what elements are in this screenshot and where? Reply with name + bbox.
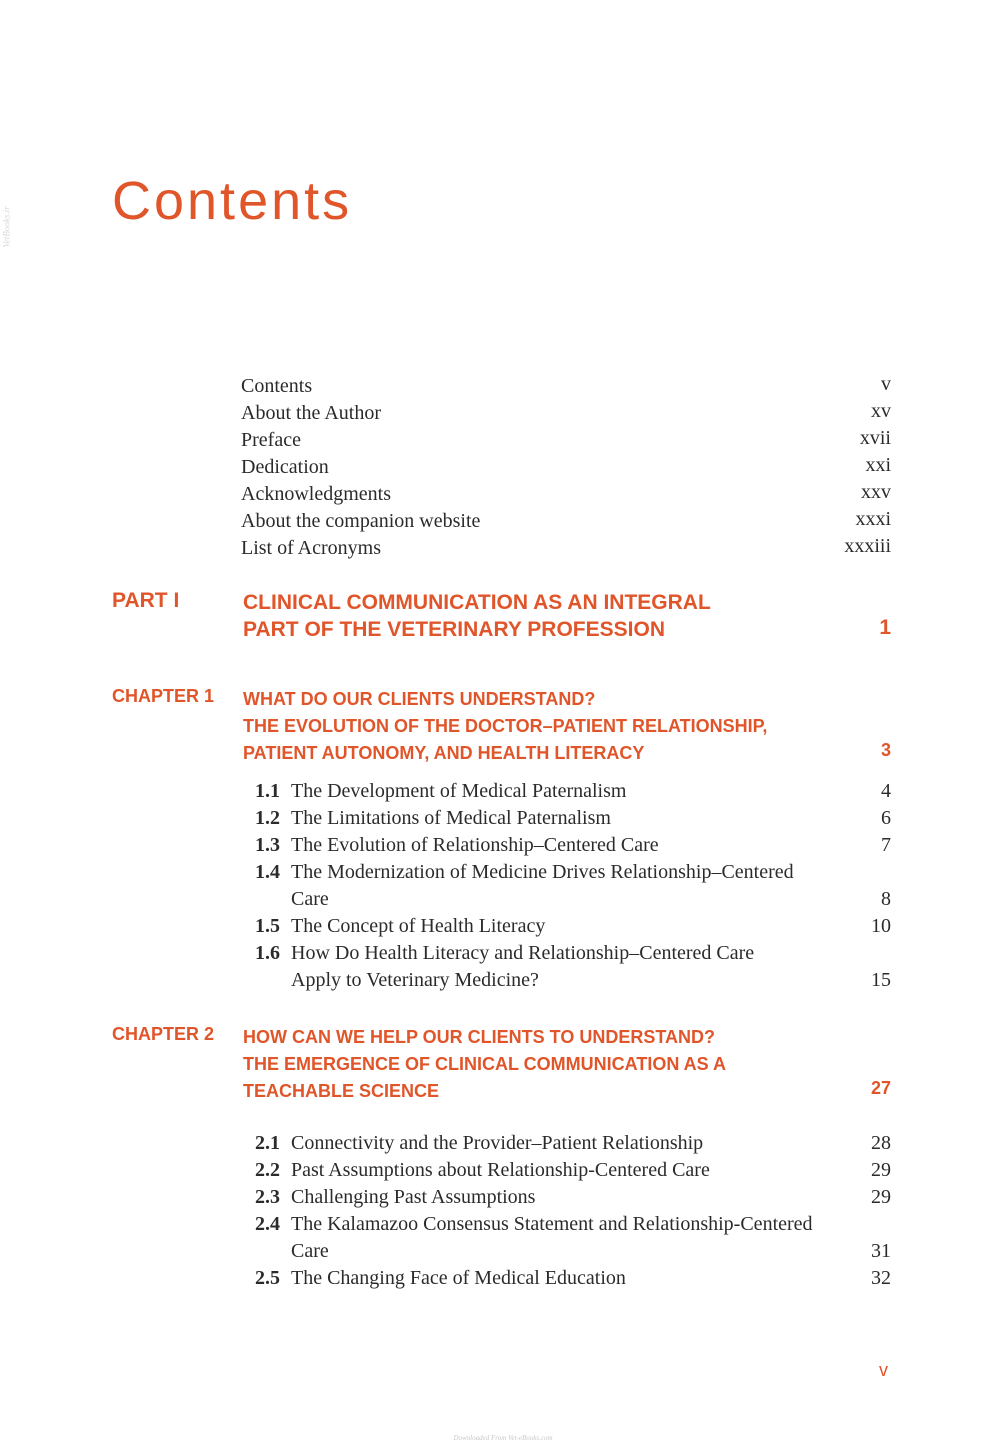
toc-entry-page: xxxi	[855, 508, 891, 530]
section-number: 2.1	[255, 1132, 280, 1154]
section-number: 1.1	[255, 780, 280, 802]
toc-entry-page: xv	[871, 400, 891, 422]
chapter-title-line[interactable]: TEACHABLE SCIENCE	[243, 1081, 440, 1101]
toc-entry-page: xxv	[861, 481, 891, 503]
toc-entry-label[interactable]: Acknowledgments	[241, 483, 391, 505]
section-page: 29	[871, 1159, 891, 1181]
section-number: 1.5	[255, 915, 280, 937]
section-title[interactable]: Past Assumptions about Relationship-Centered Care	[291, 1159, 710, 1181]
toc-entry-label[interactable]: About the Author	[241, 402, 381, 424]
part-title-line[interactable]: PART OF THE VETERINARY PROFESSION	[243, 618, 665, 641]
section-title[interactable]: The Evolution of Relationship–Centered Care	[291, 834, 659, 856]
toc-entry-page: xxxiii	[844, 535, 891, 557]
section-number: 2.2	[255, 1159, 280, 1181]
section-title[interactable]: The Concept of Health Literacy	[291, 915, 546, 937]
chapter-label: CHAPTER 1	[112, 686, 215, 706]
section-title-continued[interactable]: Care	[291, 888, 329, 910]
chapter-title-line[interactable]: PATIENT AUTONOMY, AND HEALTH LITERACY	[243, 743, 645, 763]
section-title-continued[interactable]: Apply to Veterinary Medicine?	[291, 969, 539, 991]
chapter-page: 27	[870, 1078, 891, 1098]
section-title[interactable]: The Development of Medical Paternalism	[291, 780, 627, 802]
toc-entry-label[interactable]: Preface	[241, 429, 301, 451]
part-label: PART I	[112, 589, 180, 612]
section-page: 6	[881, 807, 891, 829]
part-title-line[interactable]: CLINICAL COMMUNICATION AS AN INTEGRAL	[243, 591, 711, 614]
section-title[interactable]: The Limitations of Medical Paternalism	[291, 807, 611, 829]
section-title[interactable]: Challenging Past Assumptions	[291, 1186, 536, 1208]
part-page: 1	[879, 616, 891, 639]
toc-entry-page: xvii	[859, 427, 891, 449]
chapter-title-line[interactable]: WHAT DO OUR CLIENTS UNDERSTAND?	[243, 689, 596, 709]
section-page: 29	[871, 1186, 891, 1208]
section-page: 28	[871, 1132, 891, 1154]
section-title[interactable]: The Changing Face of Medical Education	[291, 1267, 626, 1289]
section-title[interactable]: The Kalamazoo Consensus Statement and Relationship-Centered	[291, 1213, 813, 1235]
section-title-continued[interactable]: Care	[291, 1240, 329, 1262]
section-number: 2.4	[255, 1213, 280, 1235]
section-title[interactable]: The Modernization of Medicine Drives Relationship–Centered	[291, 861, 794, 883]
section-page: 4	[881, 780, 891, 802]
toc-entry-label[interactable]: About the companion website	[241, 510, 481, 532]
toc-entry-label[interactable]: Contents	[241, 375, 313, 397]
section-page: 7	[881, 834, 891, 856]
section-number: 1.6	[255, 942, 280, 964]
section-number: 1.2	[255, 807, 280, 829]
chapter-title-line[interactable]: THE EVOLUTION OF THE DOCTOR–PATIENT RELATIONSHIP,	[243, 716, 768, 736]
section-number: 2.3	[255, 1186, 280, 1208]
section-page: 10	[871, 915, 891, 937]
section-number: 2.5	[255, 1267, 280, 1289]
toc-entry-page: v	[881, 373, 891, 395]
side-watermark: VetBooks.ir	[1, 206, 12, 248]
section-page: 8	[881, 888, 891, 910]
chapter-page: 3	[880, 740, 891, 760]
section-number: 1.3	[255, 834, 280, 856]
footer-note: Downloaded From Vet-eBooks.com	[453, 1434, 553, 1442]
section-page: 31	[871, 1240, 891, 1262]
toc-entry-page: xxi	[865, 454, 891, 476]
chapter-label: CHAPTER 2	[112, 1024, 215, 1044]
section-title[interactable]: Connectivity and the Provider–Patient Relationship	[291, 1132, 704, 1154]
toc-entry-label[interactable]: Dedication	[241, 456, 329, 478]
chapter-title-line[interactable]: HOW CAN WE HELP OUR CLIENTS TO UNDERSTAND?	[243, 1027, 715, 1047]
toc-entry-label[interactable]: List of Acronyms	[241, 537, 381, 559]
section-page: 15	[871, 969, 891, 991]
section-page: 32	[871, 1267, 891, 1289]
section-title[interactable]: How Do Health Literacy and Relationship–Centered Care	[291, 942, 755, 964]
page-title: Contents	[112, 171, 353, 231]
section-number: 1.4	[255, 861, 280, 883]
page-number: v	[879, 1360, 888, 1380]
chapter-title-line[interactable]: THE EMERGENCE OF CLINICAL COMMUNICATION AS A	[243, 1054, 726, 1074]
